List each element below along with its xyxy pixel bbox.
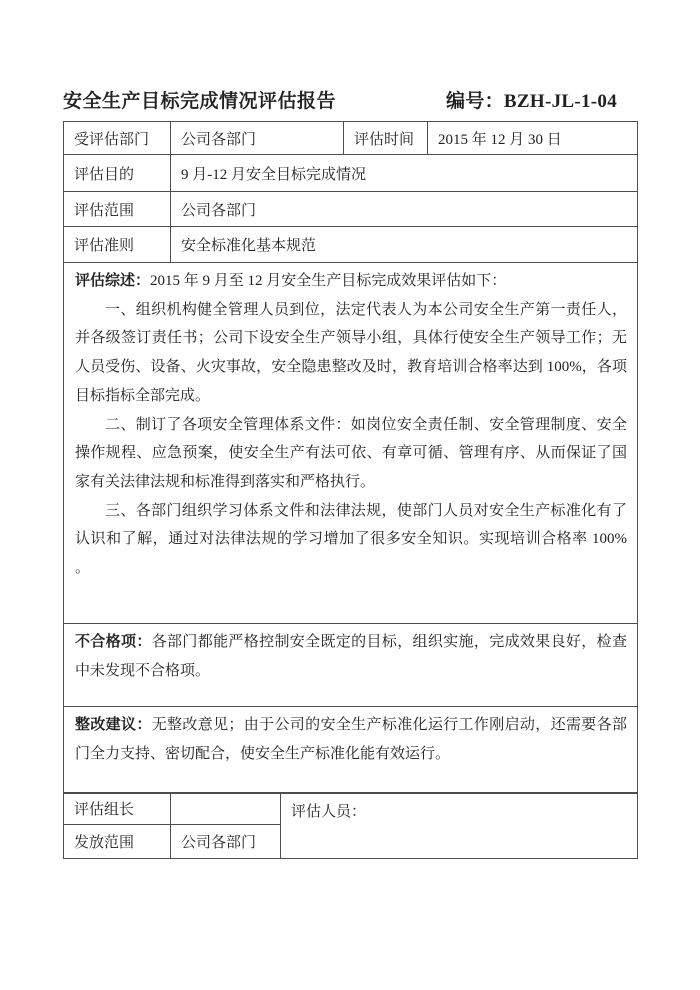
summary-paragraph-2: 二、制订了各项安全管理体系文件：如岗位安全责任制、安全管理制度、安全操作规程、应急预案，使安全生产有法可依、有章可循、管理有序、从而保证了国家有关法律法规和标准得到落实和严格执行。 (75, 416, 627, 490)
doc-number: 编号：BZH-JL-1-04 (446, 91, 617, 112)
suggestion-label: 整改建议： (75, 717, 152, 733)
eval-leader-value-cell (171, 793, 281, 825)
row-suggestion (64, 707, 638, 794)
summary-intro: 2015 年 9 月至 12 月安全生产目标完成效果评估如下： (150, 273, 507, 289)
row-eval-scope (64, 192, 638, 227)
nonconformity-text-line (75, 628, 627, 685)
document-header (63, 86, 637, 113)
eval-members-cell: 评估人员： (281, 793, 638, 859)
eval-time-label: 评估时间 (344, 122, 428, 155)
nonconformity-label: 不合格项： (75, 634, 152, 650)
row-eval-leader (64, 793, 638, 825)
row-eval-criteria (64, 227, 638, 263)
summary-paragraph-1: 一、组织机构健全管理人员到位，法定代表人为本公司安全生产第一责任人，并各级签订责任书；公司下设安全生产领导小组，具体行使安全生产领导工作；无人员受伤、设备、火灾事故，安全隐患整改及时，教育培训合格率达到 100%，各项目标指标全部完成。 (75, 301, 627, 404)
assessed-dept-label: 受评估部门 (64, 122, 171, 155)
eval-criteria-label: 评估准则 (64, 227, 171, 263)
summary-paragraph-3: 三、各部门组织学习体系文件和法律法规，使部门人员对安全生产标准化有了认识和了解，通过对法律法规的学习增加了很多安全知识。实现培训合格率 100% 。 (75, 502, 627, 577)
eval-time-value: 2015 年 12 月 30 日 (428, 122, 638, 155)
nonconformity-text: 各部门都能严格控制安全既定的目标，组织实施，完成效果良好，检查中未发现不合格项。 (75, 634, 627, 679)
report-footer-table (63, 792, 638, 859)
eval-purpose-label: 评估目的 (64, 155, 171, 192)
eval-criteria-value: 安全标准化基本规范 (171, 227, 638, 263)
page-title: 安全生产目标完成情况评估报告 (63, 91, 337, 112)
nonconformity-cell (64, 624, 638, 707)
eval-purpose-value: 9 月-12 月安全目标完成情况 (171, 155, 638, 192)
eval-summary-cell (64, 263, 638, 624)
row-eval-purpose (64, 155, 638, 192)
row-nonconformity (64, 624, 638, 707)
eval-scope-value: 公司各部门 (171, 192, 638, 227)
assessed-dept-value: 公司各部门 (171, 122, 344, 155)
distribution-value: 公司各部门 (171, 825, 281, 859)
summary-label: 评估综述： (75, 273, 151, 289)
row-eval-summary (64, 263, 638, 624)
row-assessed-dept (64, 122, 638, 155)
eval-scope-label: 评估范围 (64, 192, 171, 227)
distribution-label: 发放范围 (64, 825, 171, 859)
suggestion-cell (64, 707, 638, 794)
summary-intro-line (75, 267, 627, 296)
report-main-table (63, 121, 638, 794)
eval-leader-label: 评估组长 (64, 793, 171, 825)
suggestion-text-line (75, 711, 627, 768)
suggestion-text: 无整改意见；由于公司的安全生产标准化运行工作刚启动，还需要各部门全力支持、密切配合，使安全生产标准化能有效运行。 (75, 717, 627, 762)
